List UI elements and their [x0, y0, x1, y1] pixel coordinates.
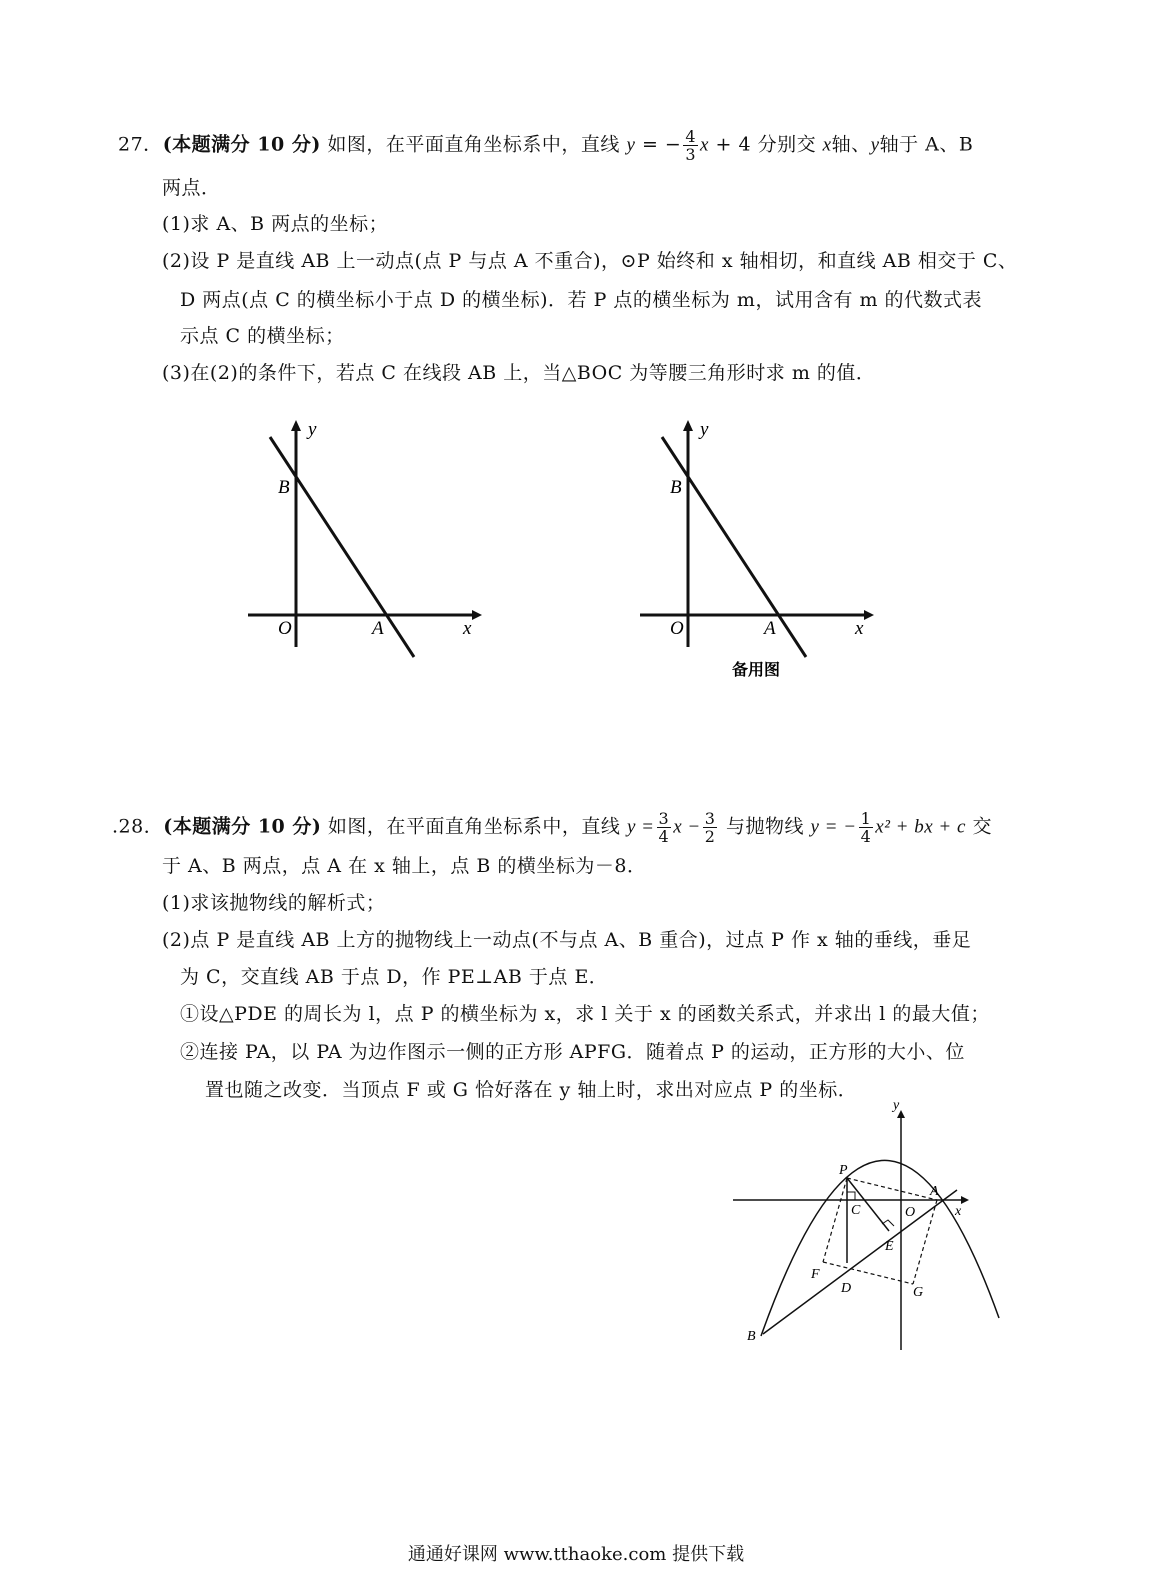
q28-parab-tail: x² + bx + c — [875, 816, 966, 838]
label-f: F — [811, 1267, 820, 1282]
q28-line-frac2-den: 2 — [704, 827, 716, 846]
q28-line-frac2 — [703, 810, 718, 845]
q28-sub1: ①设△PDE 的周长为 l，点 P 的横坐标为 x，求 l 关于 x 的函数关系式，并求出 l 的最大值； — [180, 1003, 990, 1025]
q28-part1: (1)求该抛物线的解析式； — [162, 892, 386, 914]
q28-sub2-line2: 置也随之改变．当顶点 F 或 G 恰好落在 y 轴上时，求出对应点 P 的坐标． — [205, 1079, 858, 1101]
label-p: P — [839, 1163, 848, 1178]
q27-eq-fraction — [683, 128, 698, 163]
segment-ag — [913, 1200, 937, 1284]
y-axis-arrow — [683, 420, 693, 431]
label-o: O — [278, 618, 292, 639]
label-y: y — [308, 419, 317, 440]
q27-line2: 两点． — [162, 177, 221, 199]
q27-eq-tail: + 4 — [715, 133, 752, 156]
q28-line-frac1-num: 3 — [658, 809, 670, 828]
q27-intro-c: x — [822, 134, 832, 156]
label-o: O — [905, 1205, 916, 1220]
q27-intro: 如图，在平面直角坐标系中，直线 — [327, 133, 620, 156]
q27-eq-x: x — [700, 134, 709, 156]
label-g: G — [913, 1285, 924, 1300]
q28-parab-den: 4 — [860, 827, 872, 846]
q28-sub2-line1: ②连接 PA，以 PA 为边作图示一侧的正方形 APFG．随着点 P 的运动，正方形的大小、位 — [180, 1041, 965, 1063]
q27-eq-den: 3 — [685, 145, 697, 164]
q27-figure-spare — [632, 415, 882, 685]
q27-number: 27． — [118, 133, 163, 156]
segment-fg — [823, 1262, 913, 1284]
q28-line2: 于 A、B 两点，点 A 在 x 轴上，点 B 的横坐标为－8． — [162, 855, 647, 877]
q27-score: (本题满分 10 分) — [162, 133, 321, 156]
q27-part2-line1: (2)设 P 是直线 AB 上一动点(点 P 与点 A 不重合)，⊙P 始终和 x 轴相切，和直线 AB 相交于 C、 — [162, 250, 1018, 272]
right-angle-c — [847, 1192, 855, 1200]
q28-line-eq-mid: x − — [673, 816, 701, 838]
x-axis-arrow — [472, 610, 482, 620]
label-a: A — [930, 1184, 939, 1199]
label-b: B — [278, 477, 290, 498]
q27-intro-d: 轴、 — [831, 133, 871, 156]
label-e: E — [885, 1239, 894, 1254]
label-x: x — [855, 618, 864, 639]
q27-part1: (1)求 A、B 两点的坐标； — [162, 213, 389, 235]
label-x: x — [463, 618, 472, 639]
q28-parab-y: y = − — [810, 816, 857, 838]
q27-intro-e: y — [870, 134, 880, 156]
label-d: D — [841, 1281, 852, 1296]
y-axis-arrow — [291, 420, 301, 431]
q28-line-frac1 — [657, 810, 672, 845]
q28-line-eq-y: y = — [626, 816, 655, 838]
label-x: x — [955, 1204, 962, 1219]
label-b: B — [670, 477, 682, 498]
label-b: B — [747, 1329, 756, 1344]
label-a: A — [372, 618, 384, 639]
q28-parab-num: 1 — [860, 809, 872, 828]
q27-part2-line2: D 两点(点 C 的横坐标小于点 D 的横坐标)．若 P 点的横坐标为 m，试用含有 m 的代数式表 — [180, 289, 983, 311]
q28-intro: 如图，在平面直角坐标系中，直线 — [327, 815, 621, 838]
q28-line1 — [112, 810, 992, 845]
page-footer: 通通好课网 www.tthaoke.com 提供下载 — [407, 1544, 745, 1565]
q27-eq-eq: = − — [641, 133, 682, 156]
q28-intro-b: 与抛物线 — [725, 815, 804, 838]
q27-figure-main — [240, 415, 490, 665]
x-axis-arrow — [961, 1196, 969, 1204]
label-y: y — [700, 419, 709, 440]
label-a: A — [764, 618, 776, 639]
label-c: C — [851, 1203, 861, 1218]
q28-line-frac2-num: 3 — [704, 809, 716, 828]
q28-intro-c: 交 — [972, 815, 992, 838]
q27-eq-num: 4 — [685, 127, 697, 146]
q27-eq-y: y — [626, 134, 636, 156]
label-o: O — [670, 618, 684, 639]
label-y: y — [893, 1100, 900, 1113]
q27-line1 — [118, 128, 973, 163]
q28-line-frac1-den: 4 — [658, 827, 670, 846]
q28-part2-line2: 为 C，交直线 AB 于点 D，作 PE⊥AB 于点 E． — [180, 966, 609, 988]
segment-pf — [823, 1178, 847, 1262]
q27-intro-f: 轴于 A、B — [879, 133, 974, 156]
q28-number: .28． — [112, 815, 164, 838]
q28-parab-frac — [859, 810, 874, 845]
q28-part2-line1: (2)点 P 是直线 AB 上方的抛物线上一动点(不与点 A、B 重合)，过点 P 作 x 轴的垂线，垂足 — [162, 929, 972, 951]
figure-caption: 备用图 — [732, 660, 781, 679]
q27-intro-b: 分别交 — [757, 133, 817, 156]
q27-part2-line3: 示点 C 的横坐标； — [180, 325, 345, 347]
q28-score: (本题满分 10 分) — [163, 815, 322, 838]
segment-pa — [847, 1178, 937, 1200]
x-axis-arrow — [864, 610, 874, 620]
q27-part3: (3)在(2)的条件下，若点 C 在线段 AB 上，当△BOC 为等腰三角形时求 m 的值． — [162, 362, 876, 384]
q28-figure — [725, 1100, 1015, 1360]
